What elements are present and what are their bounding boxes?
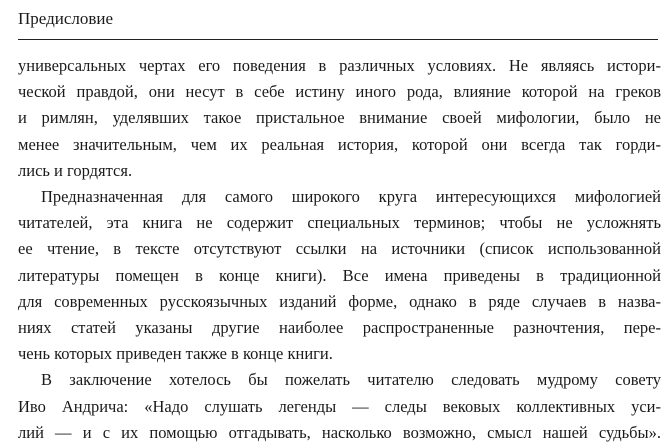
- text-line: универсальных чертах его поведения в различных условиях. Не являясь истори-: [18, 56, 661, 75]
- header-rule: [18, 39, 658, 40]
- paragraph: [18, 53, 661, 184]
- text-line: и римлян, уделявших такое пристальное внимание своей мифологии, было не: [18, 108, 661, 128]
- text-line: лий — и с их помощью отгадывать, насколько возможно, смысл нашей судьбы».: [18, 422, 661, 442]
- text-line: чень которых приведен также в конце книги.: [18, 344, 333, 364]
- text-line: ее чтение, в тексте отсутствуют ссылки на источники (список использованной: [18, 239, 661, 259]
- text-line: ниях статей указаны другие наиболее распространенные разночтения, пере-: [18, 318, 661, 338]
- text-line: читателей, эта книга не содержит специальных терминов; чтобы не усложнять: [18, 213, 661, 233]
- text-line: менее значительным, чем их реальная история, которой они всегда так горди-: [18, 134, 661, 154]
- text-line: Иво Андрича: «Надо слушать легенды — следы вековых коллективных уси-: [18, 396, 661, 416]
- body-text: [18, 53, 661, 446]
- text-line: литературы помещен в конце книги). Все имена приведены в традиционной: [18, 265, 661, 285]
- text-line: лись и гордятся.: [18, 160, 133, 180]
- text-line: ческой правдой, они несут в себе истину иного рода, влияние которой на греков: [18, 82, 661, 102]
- text-line: В заключение хотелось бы пожелать читателю следовать мудрому совету: [41, 370, 661, 390]
- text-line: для современных русскоязычных изданий форме, однако в ряде случаев в назва-: [18, 291, 661, 311]
- paragraph: [18, 367, 661, 446]
- paragraph: [18, 184, 661, 367]
- text-line: Предназначенная для самого широкого круга интересующихся мифологией: [41, 187, 661, 207]
- running-header: Предисловие: [18, 9, 114, 28]
